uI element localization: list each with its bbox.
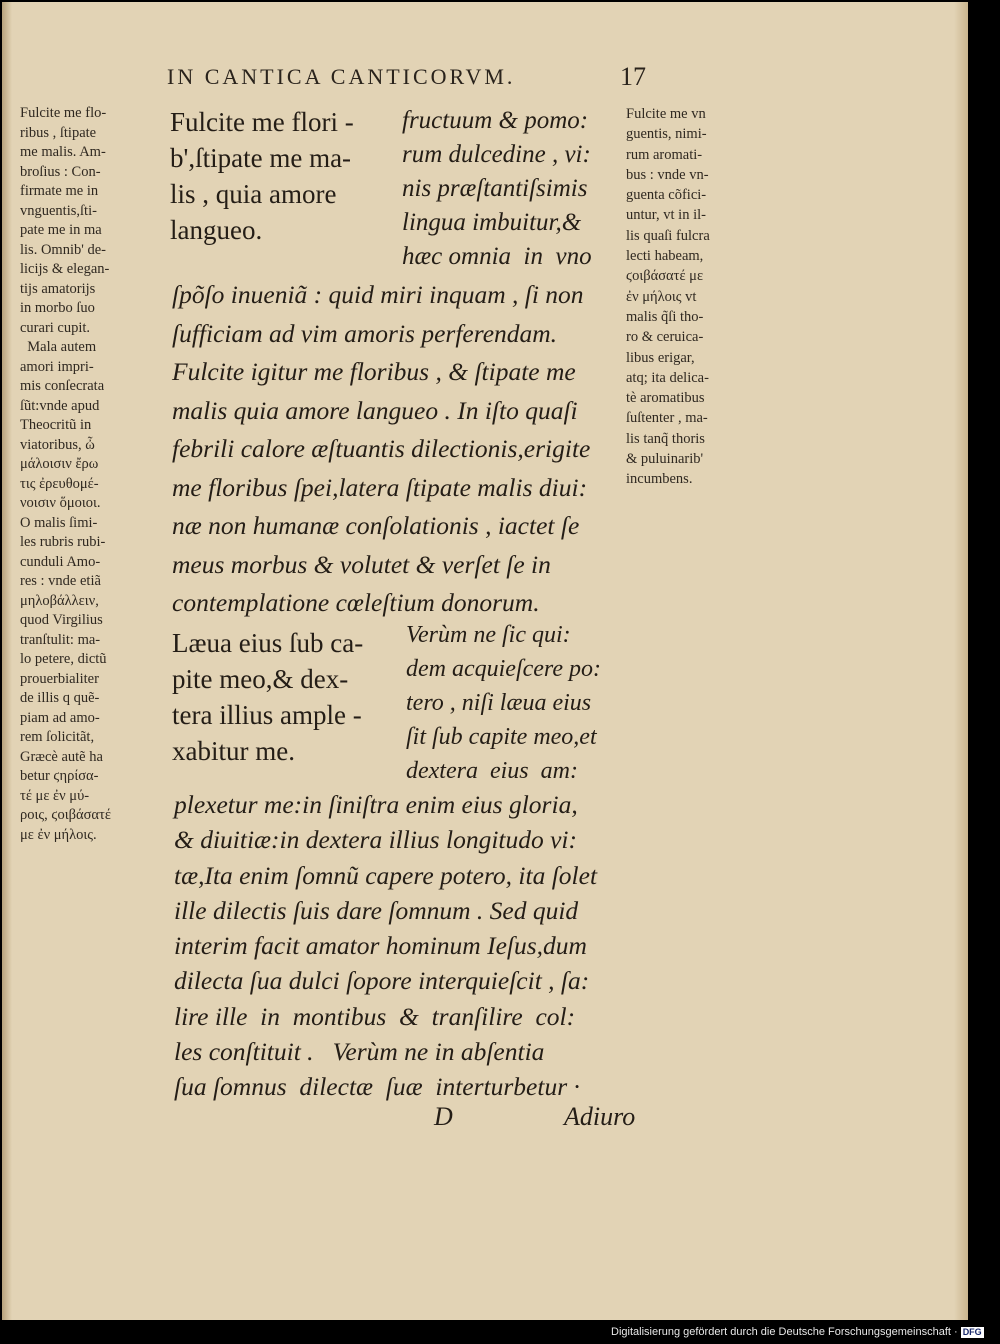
commentary-line: ſit ſub capite meo,et xyxy=(406,724,597,750)
right-margin-line: untur, vt in il- xyxy=(626,207,706,224)
right-margin-line: ro & ceruica- xyxy=(626,329,704,346)
left-margin-line: ροις, ϛοιβάσατέ xyxy=(20,807,111,823)
lemma-line: Læua eius ſub ca- xyxy=(172,628,364,658)
left-margin-line: Theocritũ in xyxy=(20,417,92,433)
left-margin-line: viatoribus, ὦ xyxy=(20,436,95,453)
right-margin-line: tè aromatibus xyxy=(626,390,705,407)
right-margin-line: libus erigar, xyxy=(626,349,695,366)
right-margin-line: lis tanq̃ thoris xyxy=(626,430,705,447)
left-margin-line: tranſtulit: ma- xyxy=(20,631,101,648)
commentary-line: interim facit amator hominum Ieſus,dum xyxy=(174,931,587,961)
left-margin-line: μηλοβάλλειν, xyxy=(20,592,99,609)
signature-mark: D xyxy=(434,1102,453,1131)
right-margin-line: ſuſtenter , ma- xyxy=(626,410,708,427)
left-margin-line: de illis q quẽ- xyxy=(20,690,100,706)
right-margin-line: lecti habeam, xyxy=(626,248,704,265)
lemma-line: tera illius ample - xyxy=(172,700,362,730)
commentary-line: hæc omnia in vno xyxy=(402,243,592,270)
right-margin-line: guentis, nimi- xyxy=(626,126,707,143)
right-margin-line: lis quaſi fulcra xyxy=(626,227,710,244)
left-margin-line: lis. Omnib' de- xyxy=(20,241,106,258)
lemma-verse-2 xyxy=(172,625,363,769)
left-margin-line: τις ἐρευθομέ- xyxy=(20,475,99,492)
commentary-line: næ non humanæ conſolationis , iactet ſe xyxy=(172,511,580,540)
lemma-line: xabitur me. xyxy=(172,736,295,766)
right-marginal-notes xyxy=(626,104,756,490)
digitization-credit xyxy=(611,1326,984,1338)
lemma-line: pite meo,& dex- xyxy=(172,664,349,694)
left-margin-line: ribus , ſtipate xyxy=(20,124,97,141)
page-number: 17 xyxy=(620,62,646,91)
left-margin-line: Græcè autẽ ha xyxy=(20,748,103,765)
commentary-line: nis præſtantiſsimis xyxy=(402,175,588,202)
commentary-line: les conſtituit . Verùm ne in abſentia xyxy=(174,1037,545,1067)
left-margin-line: me malis. Am- xyxy=(20,144,106,160)
commentary-line: fructuum & pomo: xyxy=(402,107,589,134)
book-page xyxy=(2,2,968,1320)
commentary-line: contemplatione cœleſtium donorum. xyxy=(172,588,540,617)
right-margin-line: Fulcite me vn xyxy=(626,106,706,122)
left-margin-line: Fulcite me flo- xyxy=(20,105,107,121)
right-margin-line: rum aromati- xyxy=(626,146,703,163)
left-margin-line: cunduli Amo- xyxy=(20,553,101,570)
left-margin-line: vnguentis,ſti- xyxy=(20,202,97,219)
left-margin-line: prouerbialiter xyxy=(20,670,99,687)
commentary-line: meus morbus & volutet & verſet ſe in xyxy=(172,549,551,579)
lemma-line: b',ſtipate me ma- xyxy=(170,143,352,173)
commentary-line: me floribus ſpei,latera ſtipate malis diui: xyxy=(172,472,588,502)
lemma-line: lis , quia amore xyxy=(170,179,337,209)
right-margin-line: guenta cõfici- xyxy=(626,187,707,204)
left-margin-line: μάλοισιν ἔρω xyxy=(20,456,99,472)
commentary-line: dem acquieſcere po: xyxy=(406,656,602,682)
commentary-line: & diuitiæ:in dextera illius longitudo vi: xyxy=(174,825,578,855)
left-margin-line: με ἐν μήλοις. xyxy=(20,826,97,843)
left-margin-line: piam ad amo- xyxy=(20,709,100,726)
left-margin-line: tijs amatorijs xyxy=(20,280,96,297)
commentary-2-column xyxy=(406,618,601,788)
credit-text: Digitalisierung gefördert durch die Deutsche Forschungsgemeinschaft · xyxy=(611,1326,958,1338)
catchword: Adiuro xyxy=(564,1102,636,1131)
right-margin-line: malis q̃ſi tho- xyxy=(626,308,704,325)
right-margin-line: ϛοιβάσατέ με xyxy=(626,268,704,285)
left-margin-line: lo petere, dictũ xyxy=(20,651,107,667)
commentary-line: ſufficiam ad vim amoris perferendam. xyxy=(172,318,558,348)
lemma-line: Fulcite me flori - xyxy=(170,107,354,137)
left-margin-line: pate me in ma xyxy=(20,222,102,238)
left-marginal-notes xyxy=(20,104,168,845)
commentary-line: ſpõſo inueniã : quid miri inquam , ſi non xyxy=(172,280,584,309)
commentary-2-body xyxy=(174,787,597,1105)
left-margin-line: curari cupit. xyxy=(20,319,91,336)
left-margin-line: rem ſolicitãt, xyxy=(20,729,95,745)
left-margin-line: quod Virgilius xyxy=(20,612,103,628)
left-margin-line: broſius : Con- xyxy=(20,163,101,180)
left-margin-line: amori impri- xyxy=(20,358,94,375)
running-title: IN CANTICA CANTICORVM. xyxy=(167,64,516,89)
commentary-line: plexetur me:in ſiniſtra enim eius gloria, xyxy=(174,790,578,819)
left-margin-line: ſũt:vnde apud xyxy=(20,397,100,414)
left-margin-line: O malis ſimi- xyxy=(20,514,98,531)
left-margin-line: les rubris rubi- xyxy=(20,534,106,550)
left-margin-line: mis conſecrata xyxy=(20,378,105,394)
commentary-line: dilecta ſua dulci ſopore interquieſcit , ſa: xyxy=(174,966,590,996)
commentary-line: Verùm ne ſic qui: xyxy=(406,622,571,648)
commentary-line: ille dilectis ſuis dare ſomnum . Sed quid xyxy=(174,895,579,925)
left-margin-line: τέ με ἐν μύ- xyxy=(20,787,90,804)
right-margin-line: ἐν μήλοις vt xyxy=(626,288,697,305)
right-margin-line: incumbens. xyxy=(626,471,693,488)
left-margin-line: licijs & elegan- xyxy=(20,261,110,277)
commentary-line: Fulcite igitur me floribus , & ſtipate me xyxy=(172,357,576,386)
lemma-verse-1 xyxy=(170,104,354,248)
left-margin-line: νοισιν ὅμοιοι. xyxy=(20,495,101,511)
lemma-line: langueo. xyxy=(170,215,263,245)
commentary-line: tero , niſi læua eius xyxy=(406,690,592,716)
left-margin-line: in morbo ſuo xyxy=(20,300,95,316)
commentary-line: rum dulcedine , vi: xyxy=(402,141,591,168)
commentary-1-column xyxy=(402,104,592,274)
commentary-line: dextera eius am: xyxy=(406,758,578,784)
left-margin-line: Mala autem xyxy=(20,339,97,355)
left-margin-line: betur ϛηρίσα- xyxy=(20,768,99,784)
left-margin-line: firmate me in xyxy=(20,183,99,199)
right-margin-line: bus : vnde vn- xyxy=(626,166,709,183)
commentary-line: tæ,Ita enim ſomnũ capere potero, ita ſolet xyxy=(174,860,598,890)
right-margin-line: & puluinarib' xyxy=(626,451,704,468)
commentary-line: lingua imbuitur,& xyxy=(402,209,582,236)
commentary-line: ſua ſomnus dilectæ ſuæ interturbetur · xyxy=(174,1072,580,1102)
dfg-logo: DFG xyxy=(962,1327,982,1337)
commentary-1-body xyxy=(172,276,590,623)
commentary-line: malis quia amore langueo . In iſto quaſi xyxy=(172,395,578,425)
left-margin-line: res : vnde etiã xyxy=(20,573,101,589)
commentary-line: lire ille in montibus & tranſilire col: xyxy=(174,1001,576,1031)
commentary-line: febrili calore æſtuantis dilectionis,erigite xyxy=(172,434,591,463)
right-margin-line: atq; ita delica- xyxy=(626,369,709,386)
